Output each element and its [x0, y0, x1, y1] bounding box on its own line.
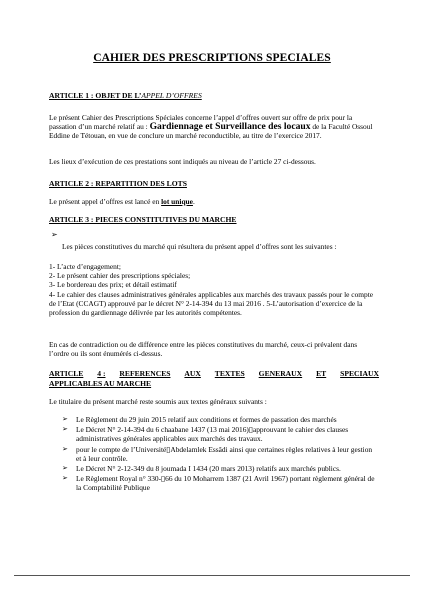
footer-divider — [14, 575, 410, 576]
list-item — [62, 445, 378, 463]
arrow-bullet-icon: ➢ — [62, 415, 68, 423]
list-item — [62, 415, 378, 424]
arrow-bullet-icon: ➢ — [62, 425, 68, 434]
article-1-paragraph — [49, 113, 379, 141]
list-item-text: pour le compte de l’Université▯Abdelamlek Essâdi ainsi que certaines règles relatives à leur gestion et à leur contrôle. — [76, 444, 373, 463]
article-4-heading-line-1 — [49, 369, 379, 379]
article-1-heading-text: ARTICLE 1 : OBJET DE L’ — [49, 91, 142, 100]
article-1-heading — [49, 91, 202, 100]
arrow-bullet-icon: ➢ — [62, 444, 68, 453]
list-item: 3- Le bordereau des prix; et détail estimatif — [49, 280, 177, 290]
list-item-text: Le Règlement du 29 juin 2015 relatif aux conditions et formes de passation des marchés — [76, 415, 337, 424]
article-1-heading-italic: APPEL D’OFFRES — [141, 91, 202, 100]
list-item — [62, 464, 378, 473]
list-item: 4- Le cahier des clauses administratives générales applicables aux marchés des travaux passés pour le compte de l’Etat (CCAGT) approuvé par le décret N° 2-14-394 du 13 mai 2016 . 5-L’autorisation d’exercice de la profession du gardiennage délivrée par les autorités compétentes. — [49, 289, 374, 318]
article-1-locations-paragraph: Les lieux d’exécution de ces prestations sont indiqués au niveau de l’article 27 ci-dessous. — [49, 157, 316, 166]
article-2-text-a: Le présent appel d’offres est lancé en — [49, 197, 162, 206]
document-title: CAHIER DES PRESCRIPTIONS SPECIALES — [93, 52, 331, 64]
heading-word: GENERAUX — [258, 369, 303, 378]
list-item: 1- L’acte d’engagement; — [49, 262, 121, 271]
article-4-intro: Le titulaire du présent marché reste soumis aux textes généraux suivants : — [49, 397, 267, 406]
article-1-text-emphasis: Gardiennage et Surveillance des locaux — [149, 121, 311, 133]
article-2-text-c: . — [192, 197, 195, 206]
article-1-text-c: de la Faculté Ossoul Eddine de Tétouan, en vue de conclure un marché reconductible, au titre de l’exercice 2017. — [49, 122, 373, 141]
list-item — [62, 425, 378, 443]
article-3-intro: Les pièces constitutives du marché qui résultera du présent appel d’offres sont les suivantes : — [62, 242, 337, 251]
article-3-pieces-list — [49, 262, 379, 317]
article-3-closing: En cas de contradiction ou de différence entre les pièces constitutives du marché, ceux-ci prévalent dans l’ordre ou ils sont énumérés ci-dessus. — [49, 340, 358, 359]
list-item: 2- Le présent cahier des prescriptions spéciales; — [49, 271, 191, 281]
heading-word: REFERENCES — [119, 369, 171, 378]
heading-word: ET — [316, 369, 327, 378]
heading-word: AUX — [184, 369, 201, 378]
list-item — [62, 474, 378, 492]
arrow-bullet-icon: ➢ — [62, 474, 68, 483]
article-4-texts-list — [62, 415, 378, 494]
heading-word: SPECIAUX — [340, 369, 379, 378]
article-3-heading: ARTICLE 3 : PIECES CONSTITUTIVES DU MARCHE — [49, 215, 237, 224]
heading-word: TEXTES — [214, 369, 245, 378]
article-1-text-a: Le présent Cahier des Prescriptions Spéciales concerne l’appel d’offres ouvert sur offre de prix pour la passation d’un marché relatif au : — [49, 113, 353, 132]
heading-word: 4 : — [97, 369, 106, 378]
article-2-heading: ARTICLE 2 : REPARTITION DES LOTS — [49, 179, 187, 188]
list-item-text: Le Règlement Royal n° 330-▯66 du 10 Moharrem 1387 (21 Avril 1967) portant règlement général de la Comptabilité Publique — [76, 474, 375, 493]
article-4-heading — [49, 369, 379, 388]
heading-word: ARTICLE — [49, 369, 84, 378]
arrow-bullet-icon: ➢ — [51, 230, 58, 239]
list-item-text: Le Décret N° 2-14-394 du 6 chaabane 1437 (13 mai 2016)▯approuvant le cahier des clauses administratives générales applicables aux marchés des travaux. — [76, 425, 349, 444]
article-4-heading-line-2: APPLICABLES AU MARCHE — [49, 378, 152, 388]
list-item-text: Le Décret N° 2-12-349 du 8 joumada I 1434 (20 mars 2013) relatifs aux marchés publics. — [76, 464, 341, 474]
article-2-text-emphasis: lot unique — [161, 197, 193, 206]
article-2-paragraph — [49, 197, 379, 206]
arrow-bullet-icon: ➢ — [62, 464, 68, 473]
